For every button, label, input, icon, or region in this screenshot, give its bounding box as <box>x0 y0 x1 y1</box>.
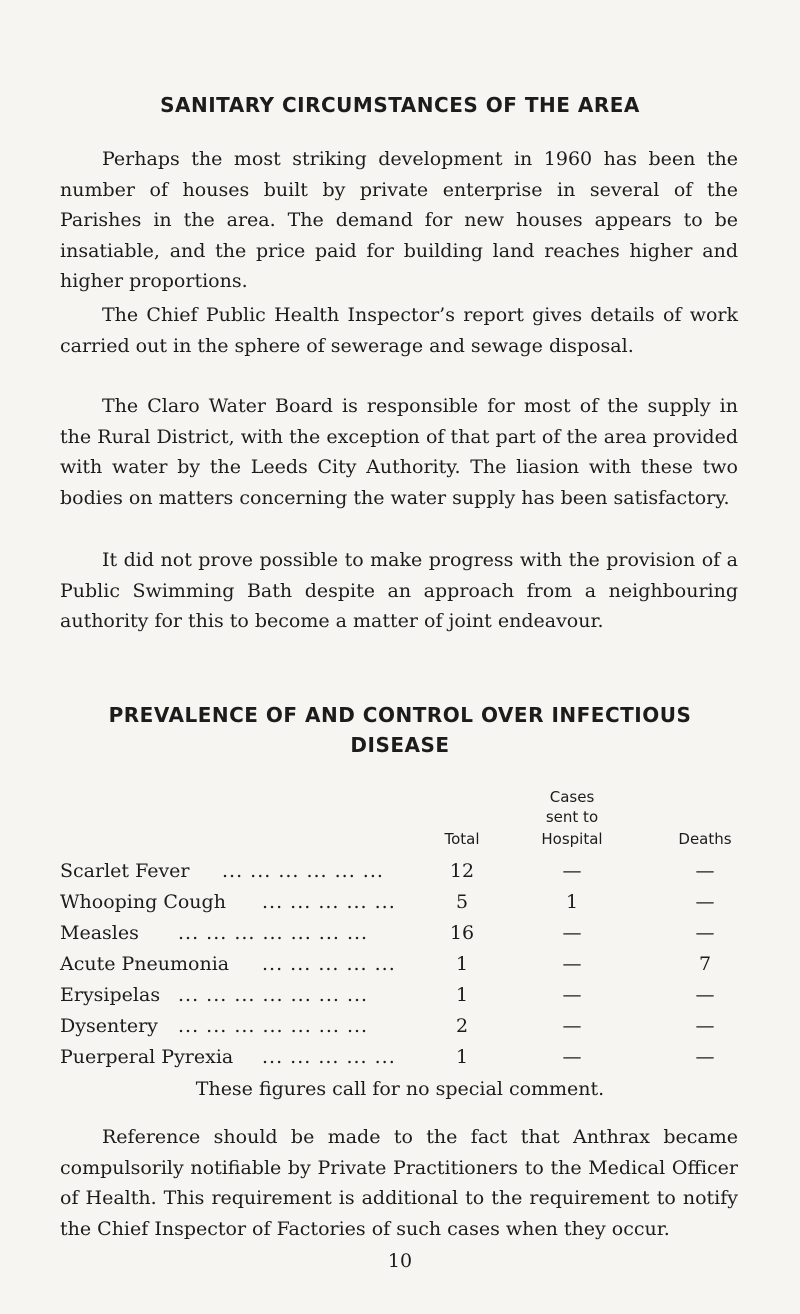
disease-name: Erysipelas <box>60 984 161 1006</box>
total-value: 1 <box>455 953 469 975</box>
column-header-hospital-line1: Cases <box>549 788 595 806</box>
table-note: These figures call for no special comment. <box>195 1078 605 1100</box>
deaths-value: — <box>695 922 715 944</box>
deaths-value: — <box>695 1015 715 1037</box>
hospital-value: 1 <box>565 891 579 913</box>
dot-leader: ... ... ... ... ... <box>262 1046 396 1068</box>
paragraph-water-supply: The Claro Water Board is responsible for most of the supply in the Rural District, with the exception of that part of the area provided with water by the Leeds City Authority. The liasion with these two bodies on matters concerning the water supply has been satisfactory. <box>60 395 738 509</box>
hospital-value: — <box>562 1015 582 1037</box>
disease-name: Measles <box>60 922 139 944</box>
total-value: 5 <box>455 891 469 913</box>
total-value: 12 <box>449 860 475 882</box>
total-value: 1 <box>455 1046 469 1068</box>
hospital-value: — <box>562 1046 582 1068</box>
hospital-value: — <box>562 922 582 944</box>
paragraph-swimming-bath: It did not prove possible to make progress with the provision of a Public Swimming Bath despite an approach from a neighbouring authority for this to become a matter of joint endeavour. <box>60 549 738 632</box>
column-header-hospital-line2: sent to <box>545 808 599 826</box>
page-number: 10 <box>387 1250 413 1272</box>
disease-name: Puerperal Pyrexia <box>60 1046 234 1068</box>
hospital-value: — <box>562 984 582 1006</box>
dot-leader: ... ... ... ... ... ... ... <box>178 922 369 944</box>
column-header-total: Total <box>444 830 480 848</box>
hospital-value: — <box>562 860 582 882</box>
dot-leader: ... ... ... ... ... <box>262 953 396 975</box>
total-value: 16 <box>449 922 475 944</box>
total-value: 1 <box>455 984 469 1006</box>
dot-leader: ... ... ... ... ... <box>262 891 396 913</box>
deaths-value: 7 <box>698 953 712 975</box>
deaths-value: — <box>695 860 715 882</box>
total-value: 2 <box>455 1015 469 1037</box>
disease-name: Dysentery <box>60 1015 158 1037</box>
section-heading-infectious-line2: DISEASE <box>350 733 450 757</box>
disease-name: Whooping Cough <box>60 891 226 913</box>
deaths-value: — <box>695 1046 715 1068</box>
column-header-hospital-line3: Hospital <box>541 830 603 848</box>
disease-name: Scarlet Fever <box>60 860 190 882</box>
dot-leader: ... ... ... ... ... ... ... <box>178 1015 369 1037</box>
paragraph-housing: Perhaps the most striking development in 1960 has been the number of houses built by private enterprise in several of the Parishes in the area. The demand for new houses appears to be insatiable, and the price paid for building land reaches higher and higher proportions. <box>60 148 738 292</box>
column-header-deaths: Deaths <box>678 830 732 848</box>
disease-name: Acute Pneumonia <box>60 953 230 975</box>
paragraph-sewerage: The Chief Public Health Inspector’s report gives details of work carried out in the sphere of sewerage and sewage disposal. <box>60 304 738 357</box>
section-heading-sanitary: SANITARY CIRCUMSTANCES OF THE AREA <box>160 93 640 117</box>
dot-leader: ... ... ... ... ... ... ... <box>178 984 369 1006</box>
deaths-value: — <box>695 891 715 913</box>
dot-leader: ... ... ... ... ... ... <box>222 860 384 882</box>
hospital-value: — <box>562 953 582 975</box>
deaths-value: — <box>695 984 715 1006</box>
section-heading-infectious: PREVALENCE OF AND CONTROL OVER INFECTIOUS <box>108 703 692 727</box>
paragraph-anthrax: Reference should be made to the fact that Anthrax became compulsorily notifiable by Private Practitioners to the Medical Officer of Health. This requirement is additional to the requirement to notify the Chief Inspector of Factories of such cases when they occur. <box>60 1126 738 1240</box>
